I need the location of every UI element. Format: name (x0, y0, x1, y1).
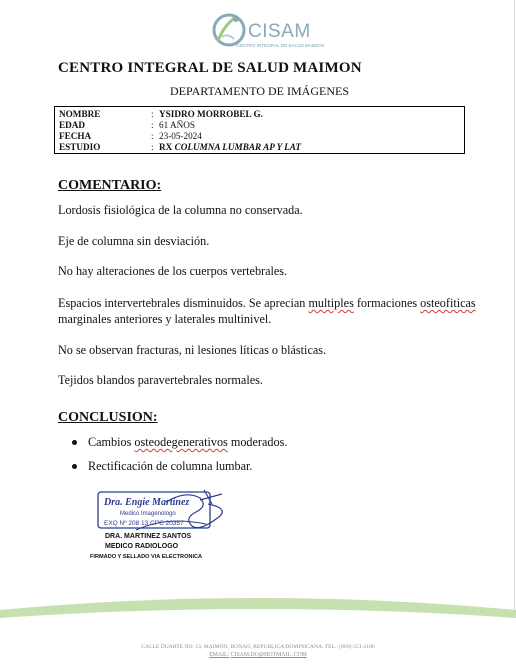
patient-row-name (59, 109, 459, 119)
conclusion-list (70, 434, 287, 482)
finding-paragraph: Tejidos blandos paravertebrales normales. (58, 373, 263, 387)
finding-paragraph: Lordosis fisiológica de la columna no conservada. (58, 203, 303, 217)
signature-stamp (96, 486, 236, 534)
stamp-exequatur: EXQ Nº 208 13 CPC 20357 (104, 520, 184, 527)
age-label: EDAD (59, 120, 86, 130)
name-label: NOMBRE (59, 109, 101, 119)
department-name: DEPARTAMENTO DE IMÁGENES (170, 84, 349, 98)
finding-paragraph: Eje de columna sin desviación. (58, 234, 210, 248)
patient-row-study (59, 142, 459, 152)
email-address[interactable]: CISAM.DO@HOTMAIL .COM (230, 652, 307, 658)
spellcheck-word: multiples (308, 296, 354, 310)
spellcheck-word: osteodegenerativos (134, 435, 228, 449)
study-value (159, 142, 301, 152)
electronic-signature-note: FIRMADO Y SELLADO VIA ELECTRONICA (90, 554, 203, 560)
list-item: Rectificación de columna lumbar. (70, 458, 287, 482)
logo-subtitle: CENTRO INTEGRAL DE SALUD MAIMON (236, 43, 324, 48)
age-value: 61 AÑOS (159, 120, 195, 130)
colon: : (151, 120, 154, 130)
footer-address: CALLE DUARTE NO. 13, MAIMÓN, BONAO, REPUBLICA DOMINICANA, TEL.: (809)-551-2186 (141, 644, 375, 650)
patient-row-date (59, 131, 459, 141)
finding-paragraph: No hay alteraciones de los cuerpos vertebrales. (58, 264, 288, 278)
signer-name: DRA. MARTINEZ SANTOS (105, 533, 192, 540)
colon: : (151, 131, 154, 141)
study-name: COLUMNA LUMBAR AP Y LAT (174, 142, 302, 152)
email-label: EMAIL: (209, 652, 230, 658)
study-prefix: RX (159, 142, 173, 152)
patient-row-age (59, 120, 459, 130)
patient-info-box (54, 106, 465, 154)
stamp-role: Medico Imagenologo (120, 511, 176, 517)
footer-wave (0, 596, 516, 670)
bullet-icon (72, 464, 77, 469)
signer-title: MEDICO RADIOLOGO (105, 543, 179, 550)
conclusion-heading: CONCLUSION: (58, 410, 158, 425)
logo-name: CISAM (248, 21, 311, 42)
list-item: Cambios osteodegenerativos moderados. (70, 434, 287, 458)
study-label: ESTUDIO (59, 142, 101, 152)
date-value: 23-05-2024 (159, 131, 202, 141)
name-value: YSIDRO MORROBEL G. (159, 109, 263, 119)
colon: : (151, 142, 154, 152)
comment-heading: COMENTARIO: (58, 178, 162, 193)
stamp-icon (96, 486, 236, 534)
finding-paragraph: No se observan fracturas, ni lesiones líticas o blásticas. (58, 343, 327, 357)
bullet-icon (72, 440, 77, 445)
stamp-doctor-name: Dra. Engie Martinez (104, 497, 190, 508)
colon: : (151, 109, 154, 119)
date-label: FECHA (59, 131, 92, 141)
footer-email (0, 652, 516, 658)
document-title: CENTRO INTEGRAL DE SALUD MAIMON (58, 60, 362, 76)
finding-paragraph: Espacios intervertebrales disminuidos. Se aprecian multiples formaciones osteofiticas marginales anteriores y laterales multinivel. (58, 296, 476, 326)
spellcheck-word: osteofiticas (420, 296, 476, 310)
clinic-logo (212, 11, 324, 51)
